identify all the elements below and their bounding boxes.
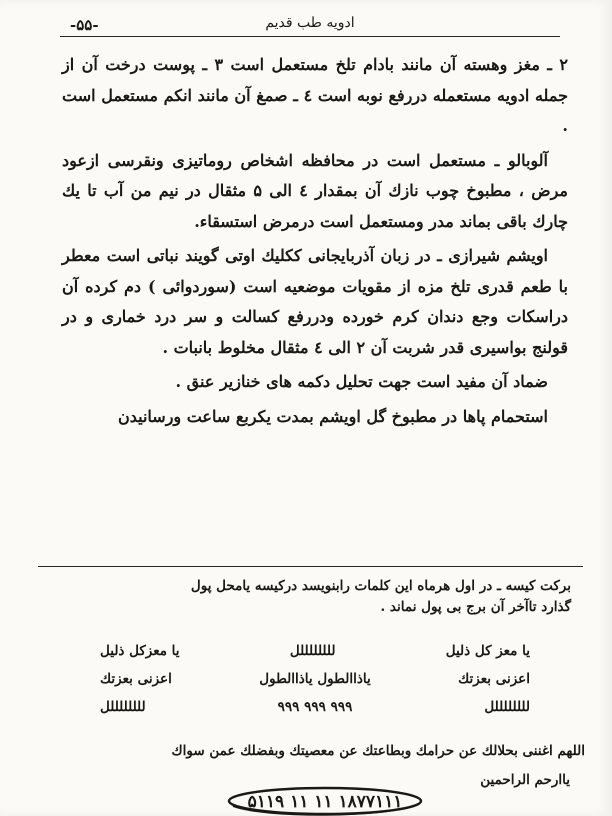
amulet-seal-icon xyxy=(225,784,425,816)
charm-row xyxy=(100,694,530,722)
charm-cell: ۹۹۹ ۹۹۹ ۹۹۹ xyxy=(277,699,353,715)
page-header xyxy=(60,14,560,37)
charm-cell: یا معزکل ذلیل xyxy=(100,643,180,659)
body-text xyxy=(62,50,568,436)
charm-cell: للللللللل xyxy=(100,699,146,715)
charm-grid xyxy=(100,638,530,722)
charm-cell: یاذاالطول یاذاالطول xyxy=(259,671,371,687)
paragraph-zemad: ضماد آن مفید است جهت تحلیل دکمه های خنازیر عنق . xyxy=(175,372,548,391)
page-number: -۵۵- xyxy=(70,16,99,34)
paragraph-alubalu: آلوبالو ـ مستعمل است در محافظه اشخاص روماتیزی ونقرسی ازعود مرض ، مطبوخ چوب نازك آن بمقدار ٤ الی ۵ مثقال در نیم من آب تا یك چارك باقی بماند مدر ومستعمل است درمرض استسقاء. xyxy=(62,150,569,231)
amulet-text: ۱۸۷۷۱۱۱ ۱۱ ۱۱ ۵۱۱۹ xyxy=(247,792,403,812)
prayer-end: یاارحم الراحمین xyxy=(480,772,570,788)
footnote-intro-line-2: گذارد تاآخر آن برج بی پول نماند . xyxy=(380,599,571,615)
running-title: ادویه طب قدیم xyxy=(265,15,355,31)
paragraph-avishan: اویشم شیرازی ـ در زبان آذربایجانی ککلیك اوتی گویند نباتی است معطر با طعم قدری تلخ مزه از مقویات موضعیه است (سوردوائی ) دم کرده آن دراسکات وجع دندان کرم خورده ودررفع کسالت و سر درد خماری و در قولنج بواسیری قدر شربت آن ۲ الی ٤ مثقال مخلوط بانبات . xyxy=(62,246,568,357)
paragraph-estehmam: استحمام پاها در مطبوخ گل اویشم بمدت یکربع ساعت ورسانیدن xyxy=(117,406,548,426)
paragraph-item-2: ۲ ـ مغز وهسته آن مانند بادام تلخ مستعمل است ۳ ـ پوست درخت آن از جمله ادویه مستعمله دررفع نوبه است ٤ ـ صمغ آن مانند انکم مستعمل است . xyxy=(62,55,569,135)
footnote xyxy=(56,576,571,618)
charm-row xyxy=(100,666,530,694)
footnote-divider xyxy=(38,566,583,567)
footnote-intro-line-1: برکت کیسه ـ در اول هرماه این کلمات رابنویسد درکیسه یامحل پول xyxy=(190,578,571,594)
charm-cell: یا معز کل ذلیل xyxy=(445,643,530,659)
charm-cell: اعزنی بعزتك xyxy=(100,671,172,687)
charm-cell: اعزنی بعزتك xyxy=(458,671,530,687)
charm-cell: للللللللل xyxy=(289,643,336,659)
charm-cell: للللللللل xyxy=(484,699,530,715)
prayer-line: اللهم اغننی بحلالك عن حرامك وبطاعتك عن معصیتك وبفضلك عمن سواك xyxy=(171,743,585,759)
charm-row xyxy=(100,638,530,666)
